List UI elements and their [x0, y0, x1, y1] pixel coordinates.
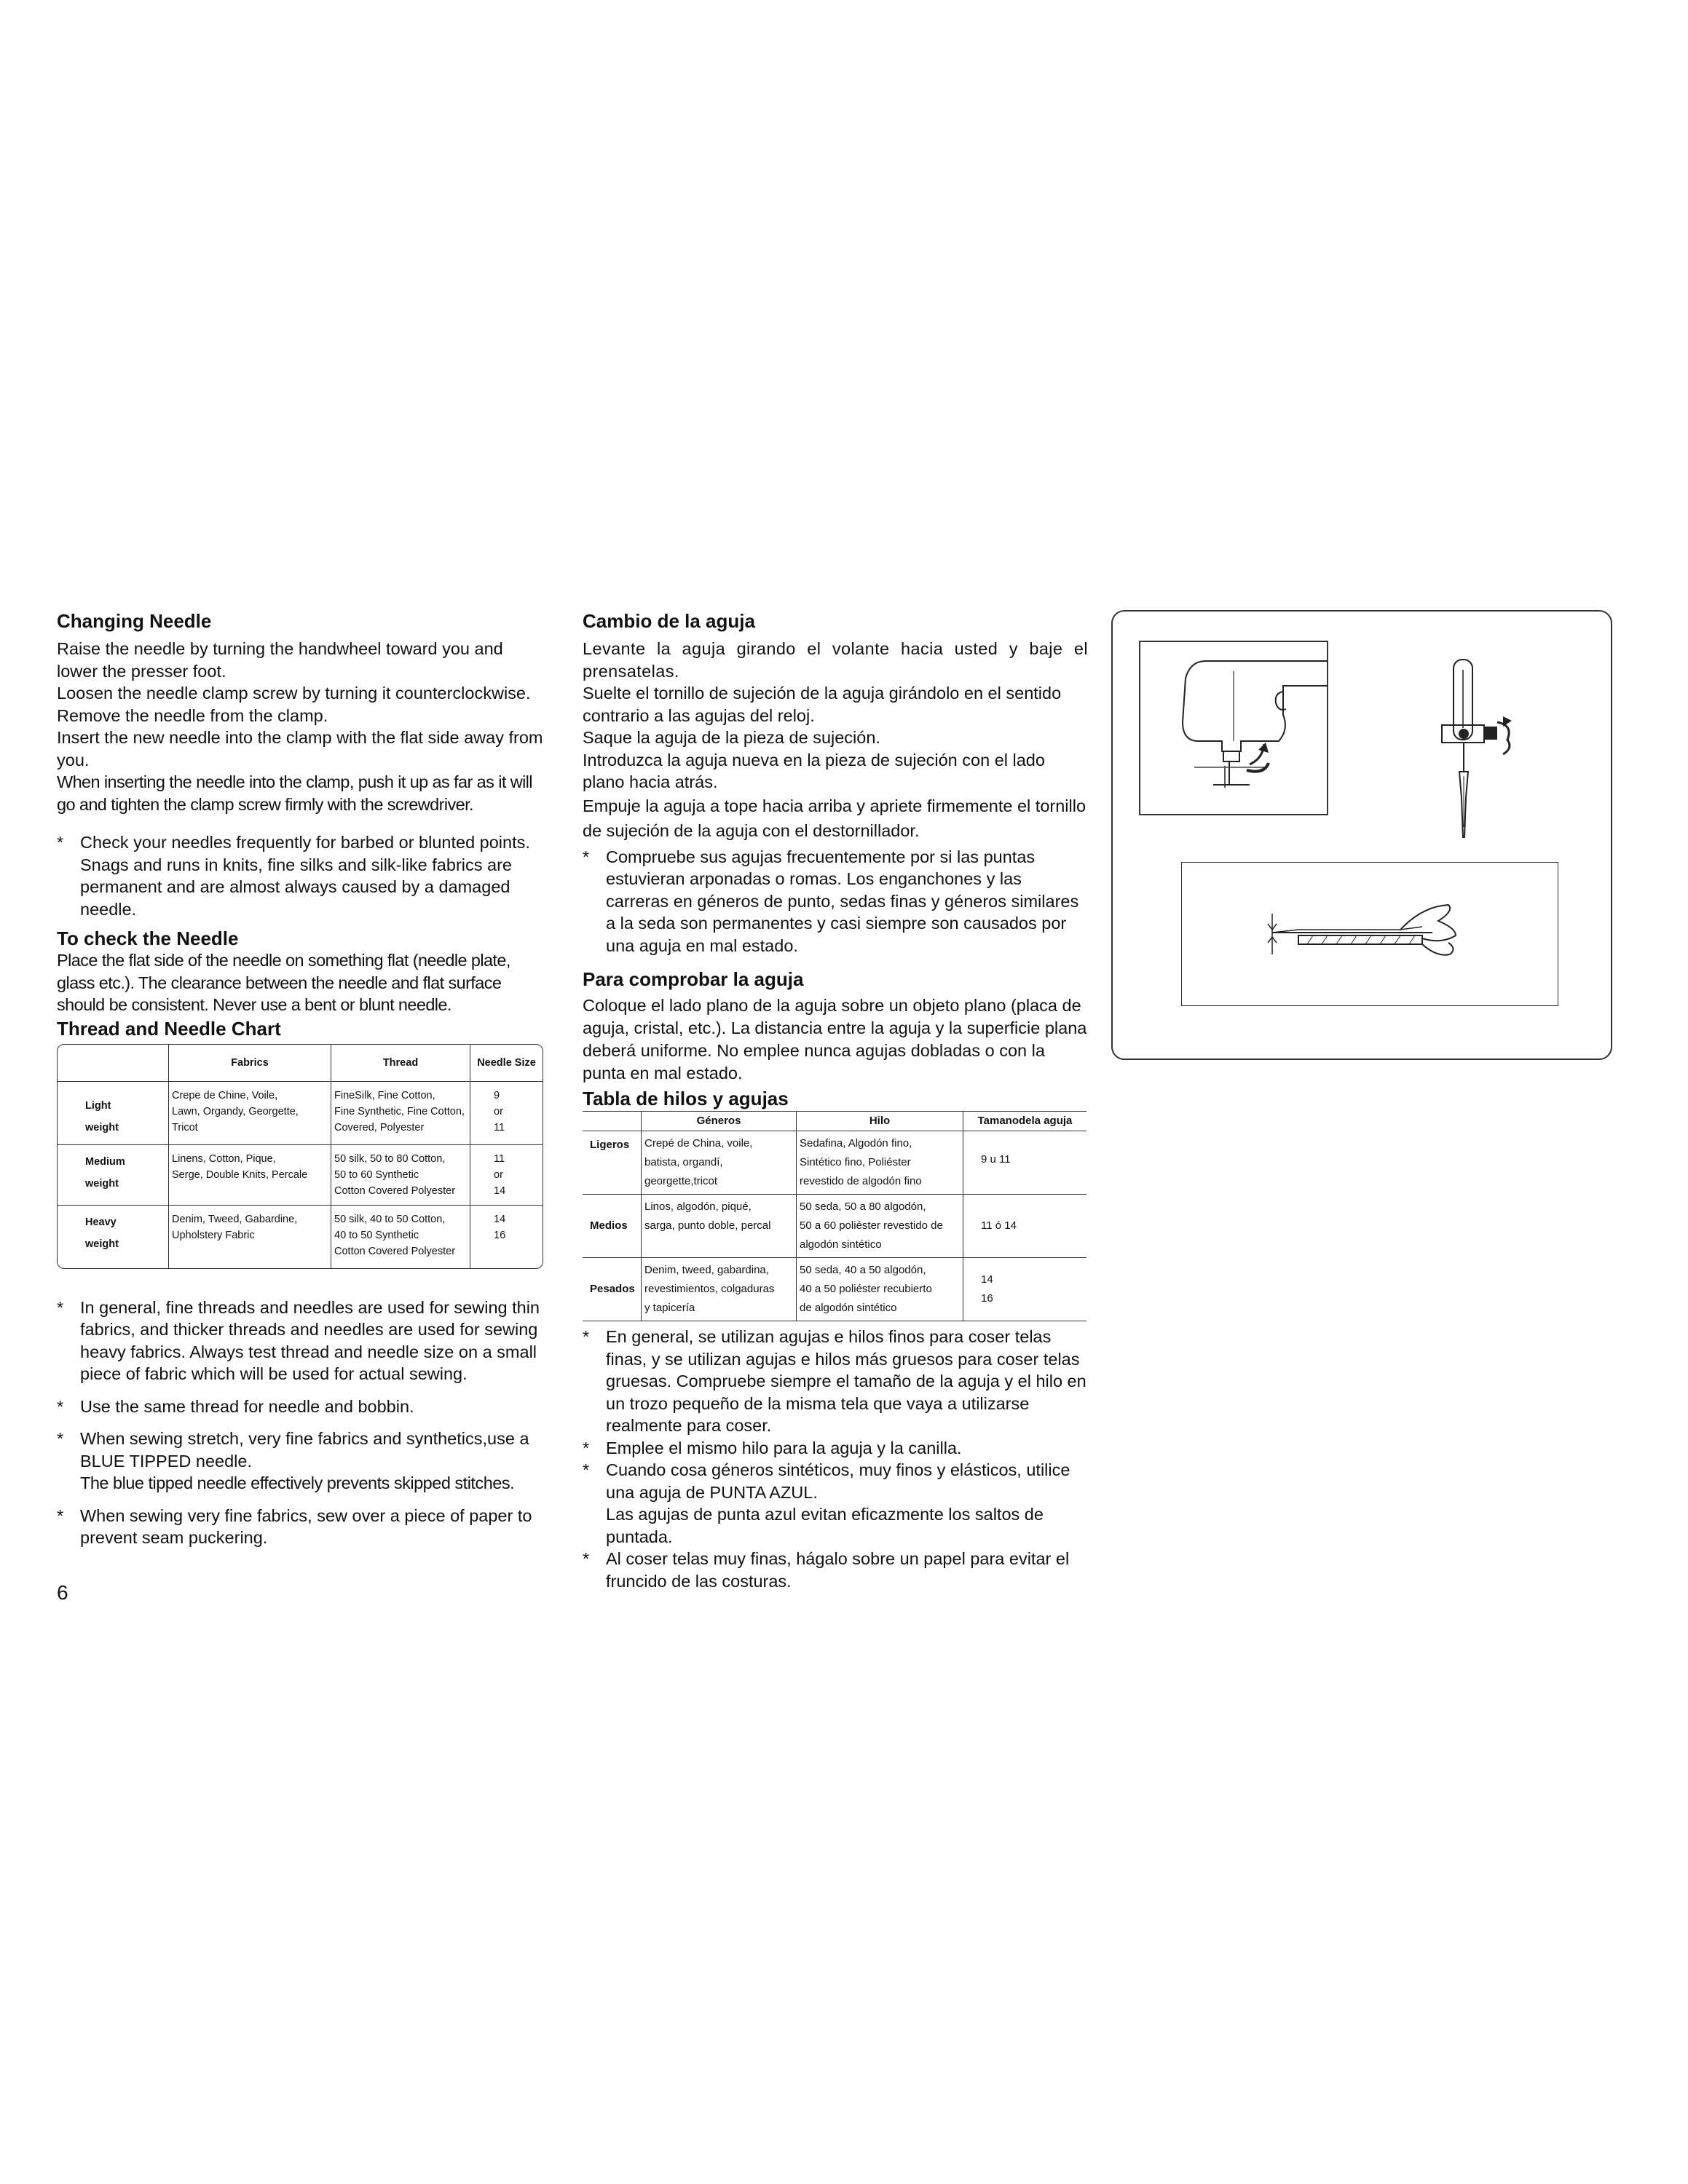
- check-needle-text: Place the flat side of the needle on something flat (needle plate, glass etc.). The clearance between the needle and flat surface should be consistent. Never use a bent or blunt needle.: [57, 951, 510, 1014]
- note-item: * Cuando cosa géneros sintéticos, muy finos y elásticos, utilice una aguja de PUNTA AZUL. Las agujas de punta azul evitan eficazmente los saltos de puntada.: [583, 1460, 1070, 1546]
- note-item: * In general, fine threads and needles are used for sewing thin fabrics, and thicker threads and needles are used for sewing heavy fabrics. Always test thread and needle size on a small piece of fabric which will be used for actual sewing.: [57, 1297, 540, 1383]
- col-header-generos: Géneros: [642, 1112, 797, 1131]
- asterisk-icon: *: [583, 1460, 590, 1479]
- asterisk-icon: *: [57, 833, 64, 852]
- chart-notes: [57, 1297, 543, 1549]
- cambio-step-3: Saque la aguja de la pieza de sujeción.: [583, 728, 880, 747]
- needle-on-flat-surface-icon: [1182, 863, 1558, 1005]
- note-item: * Use the same thread for needle and bobbin.: [57, 1396, 543, 1418]
- chart-heading: Thread and Needle Chart: [57, 1017, 281, 1040]
- note-item: * Check your needles frequently for barbed or blunted points. Snags and runs in knits, fine silks and silk-like fabrics are permanent and are almost always caused by a damaged needle.: [57, 833, 530, 919]
- tabla-heading: Tabla de hilos y agujas: [583, 1088, 789, 1109]
- table-row: Heavy weight Denim, Tweed, Gabardine, Upholstery Fabric 50 silk, 40 to 50 Cotton, 40 to 50 Synthetic Cotton Covered Polyester 14 16: [58, 1206, 543, 1268]
- note-item: * When sewing stretch, very fine fabrics and synthetics,use a BLUE TIPPED needle. The blue tipped needle effectively prevents skipped stitches.: [57, 1429, 529, 1492]
- col-header-tamano: Tamanodela aguja: [963, 1112, 1087, 1131]
- machine-needle-illustration: [1139, 641, 1328, 815]
- changing-needle-step-1: Raise the needle by turning the handwheel toward you and lower the presser foot.: [57, 639, 503, 681]
- cambio-step-4: Introduzca la aguja nueva en la pieza de sujeción con el lado plano hacia atrás.: [583, 750, 1045, 791]
- asterisk-icon: *: [57, 1396, 64, 1416]
- thread-needle-chart: [57, 1044, 543, 1269]
- table-row: Light weight Crepe de Chine, Voile, Lawn, Organdy, Georgette, Tricot FineSilk, Fine Cotton, Fine Synthetic, Fine Cotton, Covered, Polyester 9 or 11: [58, 1082, 543, 1145]
- page-number: 6: [57, 1581, 68, 1604]
- table-row: Pesados Denim, tweed, gabardina, revestimientos, colgaduras y tapicería 50 seda, 40 a 50 algodón, 40 a 50 poliéster recubierto de algodón sintético 14 16: [583, 1258, 1086, 1321]
- changing-needle-step-2: Loosen the needle clamp screw by turning it counterclockwise. Remove the needle from the clamp.: [57, 684, 531, 725]
- comprobar-heading: Para comprobar la aguja: [583, 968, 804, 990]
- cambio-step-2: Suelte el tornillo de sujeción de la aguja girándolo en el sentido contrario a las agujas del reloj.: [583, 684, 1062, 725]
- asterisk-icon: *: [583, 1549, 590, 1568]
- asterisk-icon: *: [57, 1506, 64, 1525]
- changing-needle-heading: Changing Needle: [57, 610, 212, 632]
- table-row: Ligeros Crepé de China, voile, batista, organdí, georgette,tricot Sedafina, Algodón fino, Sintético fino, Poliéster revestido de algodón fino 9 u 11: [583, 1131, 1086, 1195]
- asterisk-icon: *: [583, 1438, 590, 1457]
- changing-needle-step-4: When inserting the needle into the clamp, push it up as far as it will go and tighten the clamp screw firmly with the screwdriver.: [57, 772, 532, 814]
- table-row: Medium weight Linens, Cotton, Pique, Serge, Double Knits, Percale 50 silk, 50 to 80 Cotton, 50 to 60 Synthetic Cotton Covered Polyester 11 or 14: [58, 1145, 543, 1206]
- asterisk-icon: *: [583, 847, 590, 866]
- col-header-fabrics: Fabrics: [169, 1045, 331, 1082]
- table-row: Medios Linos, algodón, piqué, sarga, punto doble, percal 50 seda, 50 a 80 algodón, 50 a 60 poliéster revestido de algodón sintético 11 ó 14: [583, 1195, 1086, 1258]
- asterisk-icon: *: [583, 1327, 590, 1346]
- asterisk-icon: *: [57, 1297, 64, 1317]
- sewing-machine-head-icon: [1140, 642, 1327, 814]
- note-item: * Emplee el mismo hilo para la aguja y la canilla.: [583, 1437, 1088, 1460]
- col-header-thread: Thread: [331, 1045, 470, 1082]
- tabla-hilos-agujas: [583, 1111, 1086, 1321]
- comprobar-text: Coloque el lado plano de la aguja sobre un objeto plano (placa de aguja, cristal, etc.). La distancia entre la aguja y la superficie plana deberá uniforme. No emplee nunca agujas dobladas o con la punta en mal estado.: [583, 996, 1087, 1083]
- cambio-step-5: Empuje la aguja a tope hacia arriba y apriete firmemente el tornillo de sujeción de la aguja con el destornillador.: [583, 796, 1086, 840]
- needle-clamp-illustration: [1427, 655, 1522, 844]
- needle-flat-check-illustration: [1181, 862, 1558, 1006]
- note-item: * Compruebe sus agujas frecuentemente por si las puntas estuvieran arponadas o romas. Los enganchones y las carreras en géneros de punto, sedas finas y géneros similares a la seda son permanentes y casi siempre son causados por una aguja en mal estado.: [583, 847, 1079, 955]
- changing-needle-notes: [57, 831, 543, 920]
- changing-needle-step-3: Insert the new needle into the clamp with the flat side away from you.: [57, 728, 543, 769]
- check-needle-heading: To check the Needle: [57, 927, 239, 949]
- note-item: * En general, se utilizan agujas e hilos finos para coser telas finas, y se utilizan agujas e hilos más gruesos para coser telas gruesas. Compruebe siempre el tamaño de la aguja y el hilo en un trozo pequeño de la misma tela que vaya a utilizarse realmente para coser.: [583, 1327, 1086, 1435]
- col-header-hilo: Hilo: [797, 1112, 963, 1131]
- spanish-column: [583, 610, 1088, 1592]
- cambio-notes: [583, 846, 1088, 957]
- col-header-needle-size: Needle Size: [470, 1045, 543, 1082]
- note-item: * Al coser telas muy finas, hágalo sobre un papel para evitar el fruncido de las costuras.: [583, 1549, 1070, 1591]
- needle-clamp-icon: [1427, 655, 1522, 844]
- cambio-step-1: Levante la aguja girando el volante hacia usted y baje el prensatelas.: [583, 639, 1088, 681]
- cambio-heading: Cambio de la aguja: [583, 610, 755, 632]
- english-column: [57, 610, 543, 1559]
- note-item: * When sewing very fine fabrics, sew over a piece of paper to prevent seam puckering.: [57, 1506, 532, 1547]
- tabla-notes: [583, 1326, 1088, 1592]
- asterisk-icon: *: [57, 1429, 64, 1448]
